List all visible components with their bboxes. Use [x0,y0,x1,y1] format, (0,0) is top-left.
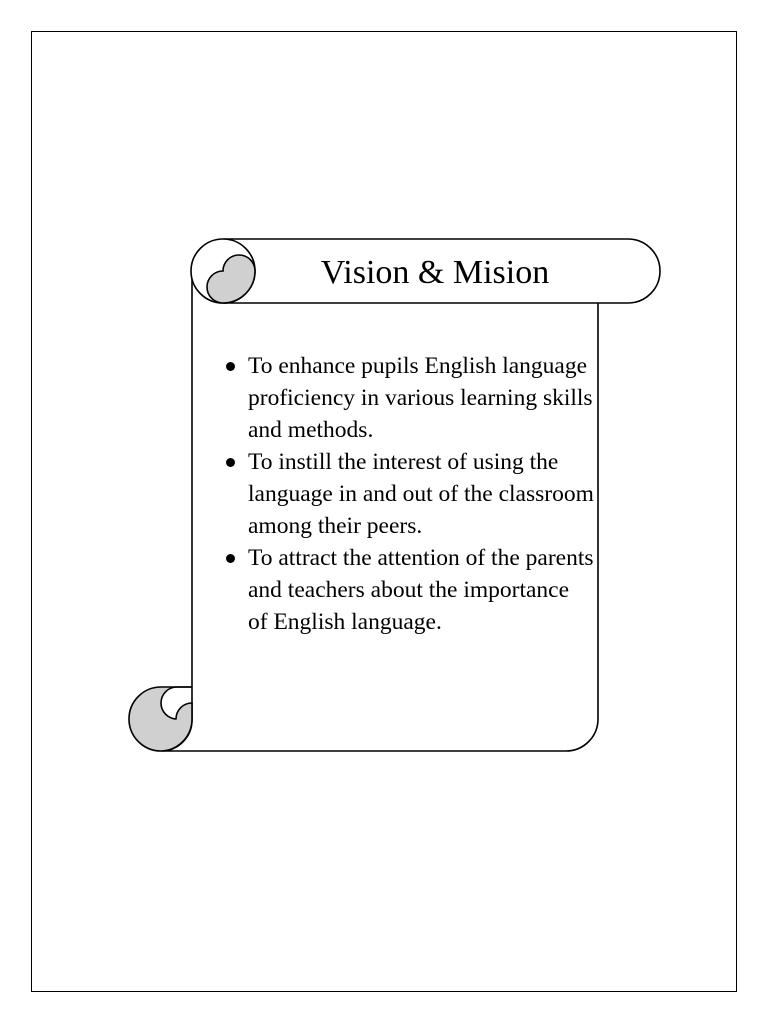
bullet-dot [226,554,235,563]
mission-item [222,446,594,542]
scroll-title: Vision & Mision [320,254,550,291]
scroll-bottom-curl [129,687,192,751]
mission-item-text: To attract the attention of the parents and teachers about the importance of English language. [248,545,594,635]
mission-item [222,350,594,446]
mission-item-text: To instill the interest of using the language in and out of the classroom among their peers. [248,449,594,539]
mission-item-text: To enhance pupils English language proficiency in various learning skills and methods. [248,353,593,443]
bullet-dot [226,458,235,467]
bullet-dot [226,362,235,371]
mission-item [222,542,594,638]
mission-list [222,350,594,638]
